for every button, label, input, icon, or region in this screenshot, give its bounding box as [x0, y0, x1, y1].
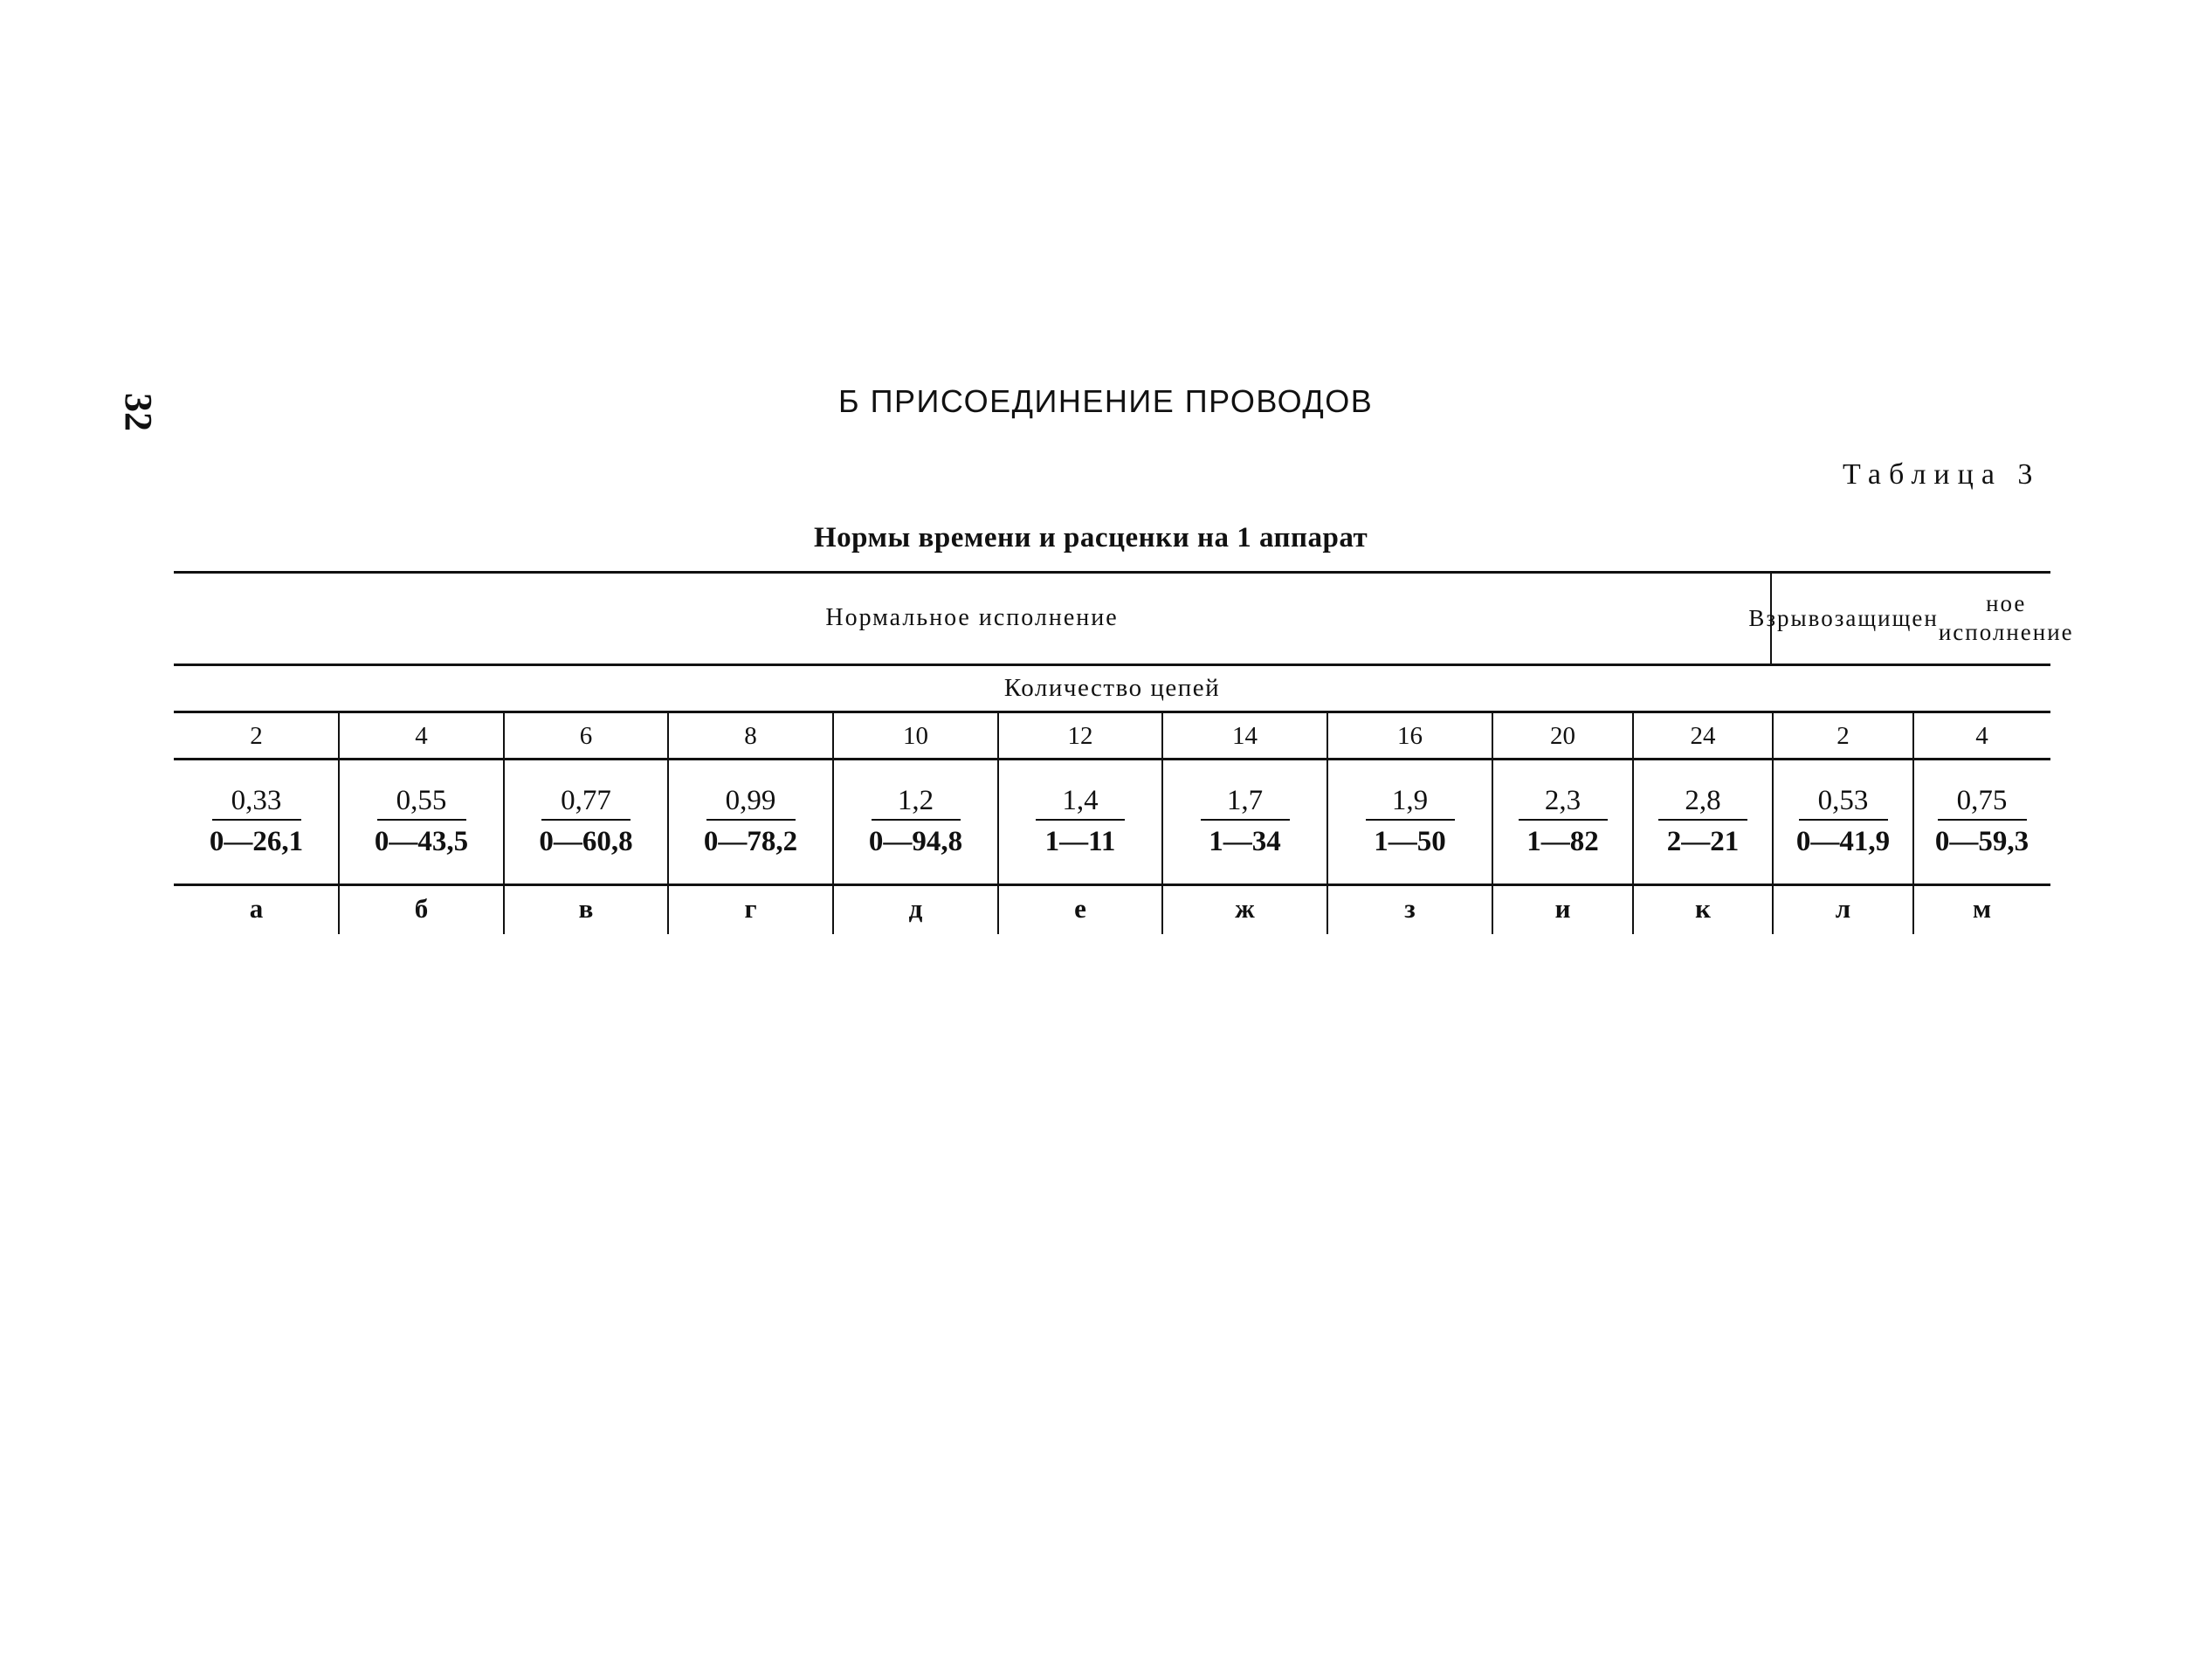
time-norm-value: 1,7 [1201, 784, 1290, 821]
column-letter-cell: з [1404, 893, 1416, 924]
rate-value: 0—43,5 [374, 826, 469, 857]
norm-rate-cell [1773, 761, 1913, 882]
column-letter-cell: л [1835, 893, 1851, 924]
column-letter-cell: к [1695, 893, 1711, 924]
circuit-count-cell: 2 [1836, 721, 1850, 750]
column-letter-cell: в [578, 893, 594, 924]
norm-rate-cell [668, 761, 833, 882]
column-letter-cell: м [1972, 893, 1992, 924]
circuit-count-cell: 2 [250, 721, 263, 750]
column-letter-cell: и [1554, 893, 1571, 924]
rate-value: 1—50 [1374, 826, 1446, 857]
circuit-count-cell: 4 [415, 721, 428, 750]
rate-value: 1—11 [1044, 826, 1116, 857]
rate-value: 0—26,1 [209, 826, 304, 857]
rate-value: 0—59,3 [1934, 826, 2029, 857]
table-rule-circuits [174, 711, 2050, 713]
circuit-count-cell: 10 [903, 721, 928, 750]
norm-rate-cell [1162, 761, 1327, 882]
circuit-count-cell: 14 [1232, 721, 1258, 750]
time-norm-value: 0,33 [212, 784, 301, 821]
norm-rate-cell [1913, 761, 2050, 882]
norm-rate-cell [504, 761, 668, 882]
page-number: 32 [117, 393, 160, 431]
section-title: Б ПРИСОЕДИНЕНИЕ ПРОВОДОВ [838, 383, 1374, 419]
column-letter-cell: а [249, 893, 264, 924]
time-norm-value: 0,53 [1799, 784, 1888, 821]
table-caption: Нормы времени и расценки на 1 аппарат [814, 522, 1368, 553]
norm-rate-cell [174, 761, 339, 882]
header-circuit-count: Количество цепей [1003, 673, 1221, 702]
rate-value: 2—21 [1666, 826, 1740, 857]
time-norm-value: 0,75 [1938, 784, 2027, 821]
table-rule-values [174, 884, 2050, 886]
table-label: Таблица 3 [1843, 458, 2041, 491]
column-letter-cell: ж [1235, 893, 1255, 924]
rate-value: 0—41,9 [1795, 826, 1891, 857]
time-norm-value: 2,8 [1658, 784, 1747, 821]
rate-value: 0—60,8 [539, 826, 633, 857]
time-norm-value: 2,3 [1519, 784, 1608, 821]
circuit-count-cell: 4 [1975, 721, 1988, 750]
header-normal-execution: Нормальное исполнение [825, 604, 1119, 631]
circuit-count-cell: 6 [579, 721, 593, 750]
column-letter-cell: б [414, 893, 429, 924]
circuit-count-cell: 16 [1397, 721, 1423, 750]
norm-rate-cell [1492, 761, 1633, 882]
time-norm-value: 1,2 [872, 784, 961, 821]
rate-value: 0—78,2 [703, 826, 798, 857]
time-norm-value: 0,55 [377, 784, 466, 821]
header-explosion-proof-line2: ное исполнение [1938, 590, 2074, 645]
time-norm-value: 1,9 [1366, 784, 1455, 821]
time-norm-value: 0,99 [706, 784, 796, 821]
rate-value: 0—94,8 [868, 826, 963, 857]
circuit-count-cell: 12 [1067, 721, 1093, 750]
circuit-count-cell: 24 [1690, 721, 1716, 750]
time-norm-value: 0,77 [541, 784, 631, 821]
rate-value: 1—34 [1209, 826, 1281, 857]
table-rule-counts [174, 758, 2050, 760]
circuit-count-cell: 8 [744, 721, 757, 750]
column-letter-cell: д [908, 893, 923, 924]
norm-rate-cell [1633, 761, 1773, 882]
column-letter-cell: г [744, 893, 757, 924]
norm-rate-cell [339, 761, 504, 882]
circuit-count-cell: 20 [1550, 721, 1575, 750]
time-norm-value: 1,4 [1036, 784, 1125, 821]
column-letter-cell: е [1074, 893, 1086, 924]
rate-value: 1—82 [1526, 826, 1599, 857]
header-explosion-proof [1748, 573, 2074, 663]
norm-rate-cell [833, 761, 998, 882]
norm-rate-cell [998, 761, 1162, 882]
header-explosion-proof-line1: Взрывозащищен [1748, 604, 1939, 631]
norm-rate-cell [1327, 761, 1492, 882]
